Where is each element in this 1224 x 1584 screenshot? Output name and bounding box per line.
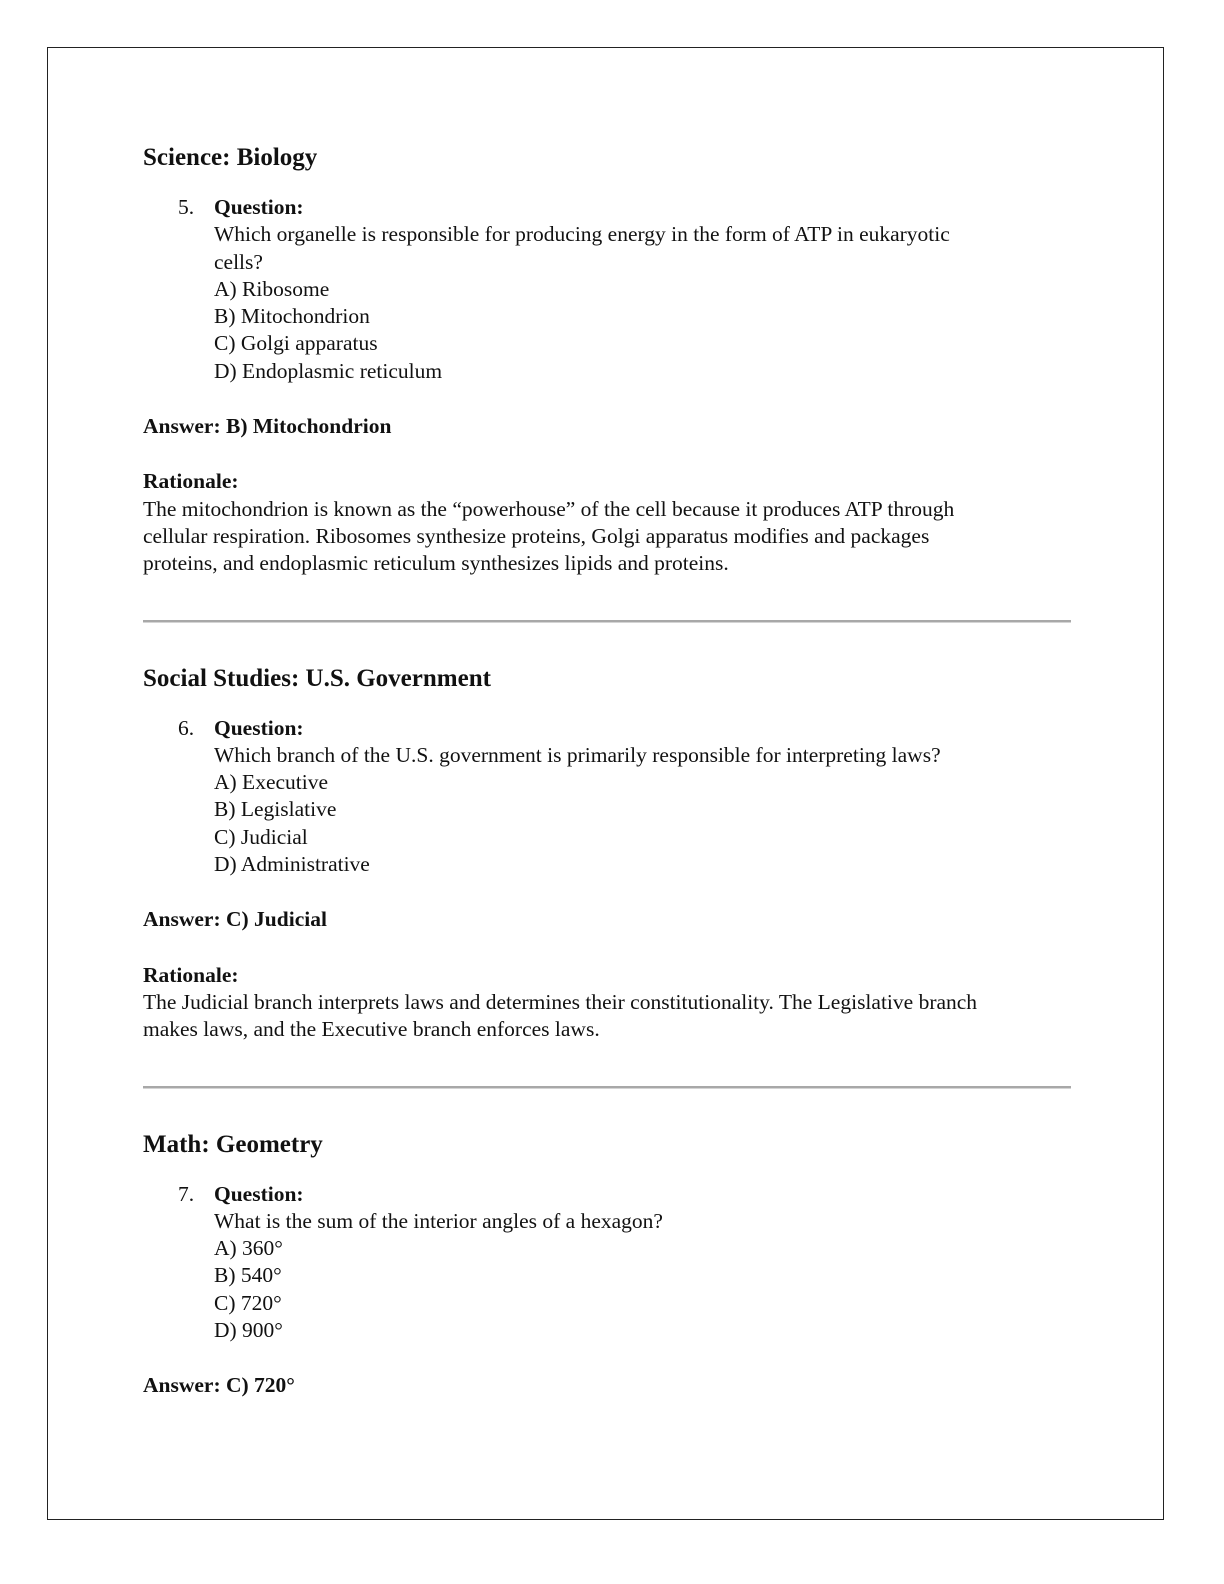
rationale-label: Rationale: bbox=[143, 962, 239, 987]
answer: Answer: C) 720° bbox=[143, 1373, 295, 1398]
option-c: C) Judicial bbox=[214, 824, 308, 849]
section-government bbox=[143, 661, 1073, 1044]
question-number: 5. bbox=[178, 195, 195, 219]
section-geometry bbox=[143, 1127, 1073, 1400]
question-text-line: Which organelle is responsible for producing energy in the form of ATP in eukaryotic bbox=[214, 222, 950, 247]
option-c: C) 720° bbox=[214, 1290, 282, 1315]
section-divider bbox=[143, 620, 1071, 623]
rationale-text bbox=[143, 496, 1073, 578]
question-block bbox=[143, 194, 1073, 385]
question-label: Question: bbox=[214, 715, 304, 740]
question-number: 6. bbox=[178, 715, 195, 740]
question-label: Question: bbox=[214, 1181, 304, 1206]
option-a: A) Executive bbox=[214, 770, 329, 795]
rationale-label: Rationale: bbox=[143, 469, 239, 494]
section-biology bbox=[143, 140, 1073, 578]
document-content bbox=[143, 140, 1073, 1400]
section-divider bbox=[143, 1086, 1071, 1089]
rationale-line: makes laws, and the Executive branch enforces laws. bbox=[143, 1017, 600, 1042]
question-block bbox=[143, 1181, 1073, 1345]
option-b: B) Legislative bbox=[214, 797, 337, 822]
option-d: D) 900° bbox=[214, 1318, 283, 1343]
rationale-text bbox=[143, 989, 1073, 1044]
option-d: D) Endoplasmic reticulum bbox=[214, 358, 443, 383]
question-text-line: cells? bbox=[214, 249, 263, 274]
rationale-line: cellular respiration. Ribosomes synthesize proteins, Golgi apparatus modifies and packages bbox=[143, 523, 930, 548]
option-c: C) Golgi apparatus bbox=[214, 331, 378, 356]
rationale-line: proteins, and endoplasmic reticulum synthesizes lipids and proteins. bbox=[143, 551, 729, 576]
question-text-line: What is the sum of the interior angles of a hexagon? bbox=[214, 1208, 663, 1233]
option-b: B) 540° bbox=[214, 1263, 282, 1288]
section-heading: Science: Biology bbox=[143, 144, 318, 171]
answer: Answer: B) Mitochondrion bbox=[143, 414, 392, 439]
rationale-line: The mitochondrion is known as the “powerhouse” of the cell because it produces ATP through bbox=[143, 496, 955, 521]
question-text-line: Which branch of the U.S. government is primarily responsible for interpreting laws? bbox=[214, 742, 941, 767]
option-d: D) Administrative bbox=[214, 852, 370, 877]
rationale-line: The Judicial branch interprets laws and determines their constitutionality. The Legislative branch bbox=[143, 989, 978, 1014]
section-heading: Social Studies: U.S. Government bbox=[143, 664, 491, 692]
option-a: A) 360° bbox=[214, 1236, 283, 1261]
section-heading: Math: Geometry bbox=[143, 1130, 323, 1158]
question-number: 7. bbox=[178, 1181, 195, 1206]
option-b: B) Mitochondrion bbox=[214, 304, 370, 329]
option-a: A) Ribosome bbox=[214, 276, 330, 301]
question-block bbox=[143, 715, 1073, 879]
answer: Answer: C) Judicial bbox=[143, 907, 327, 932]
question-label: Question: bbox=[214, 195, 304, 219]
